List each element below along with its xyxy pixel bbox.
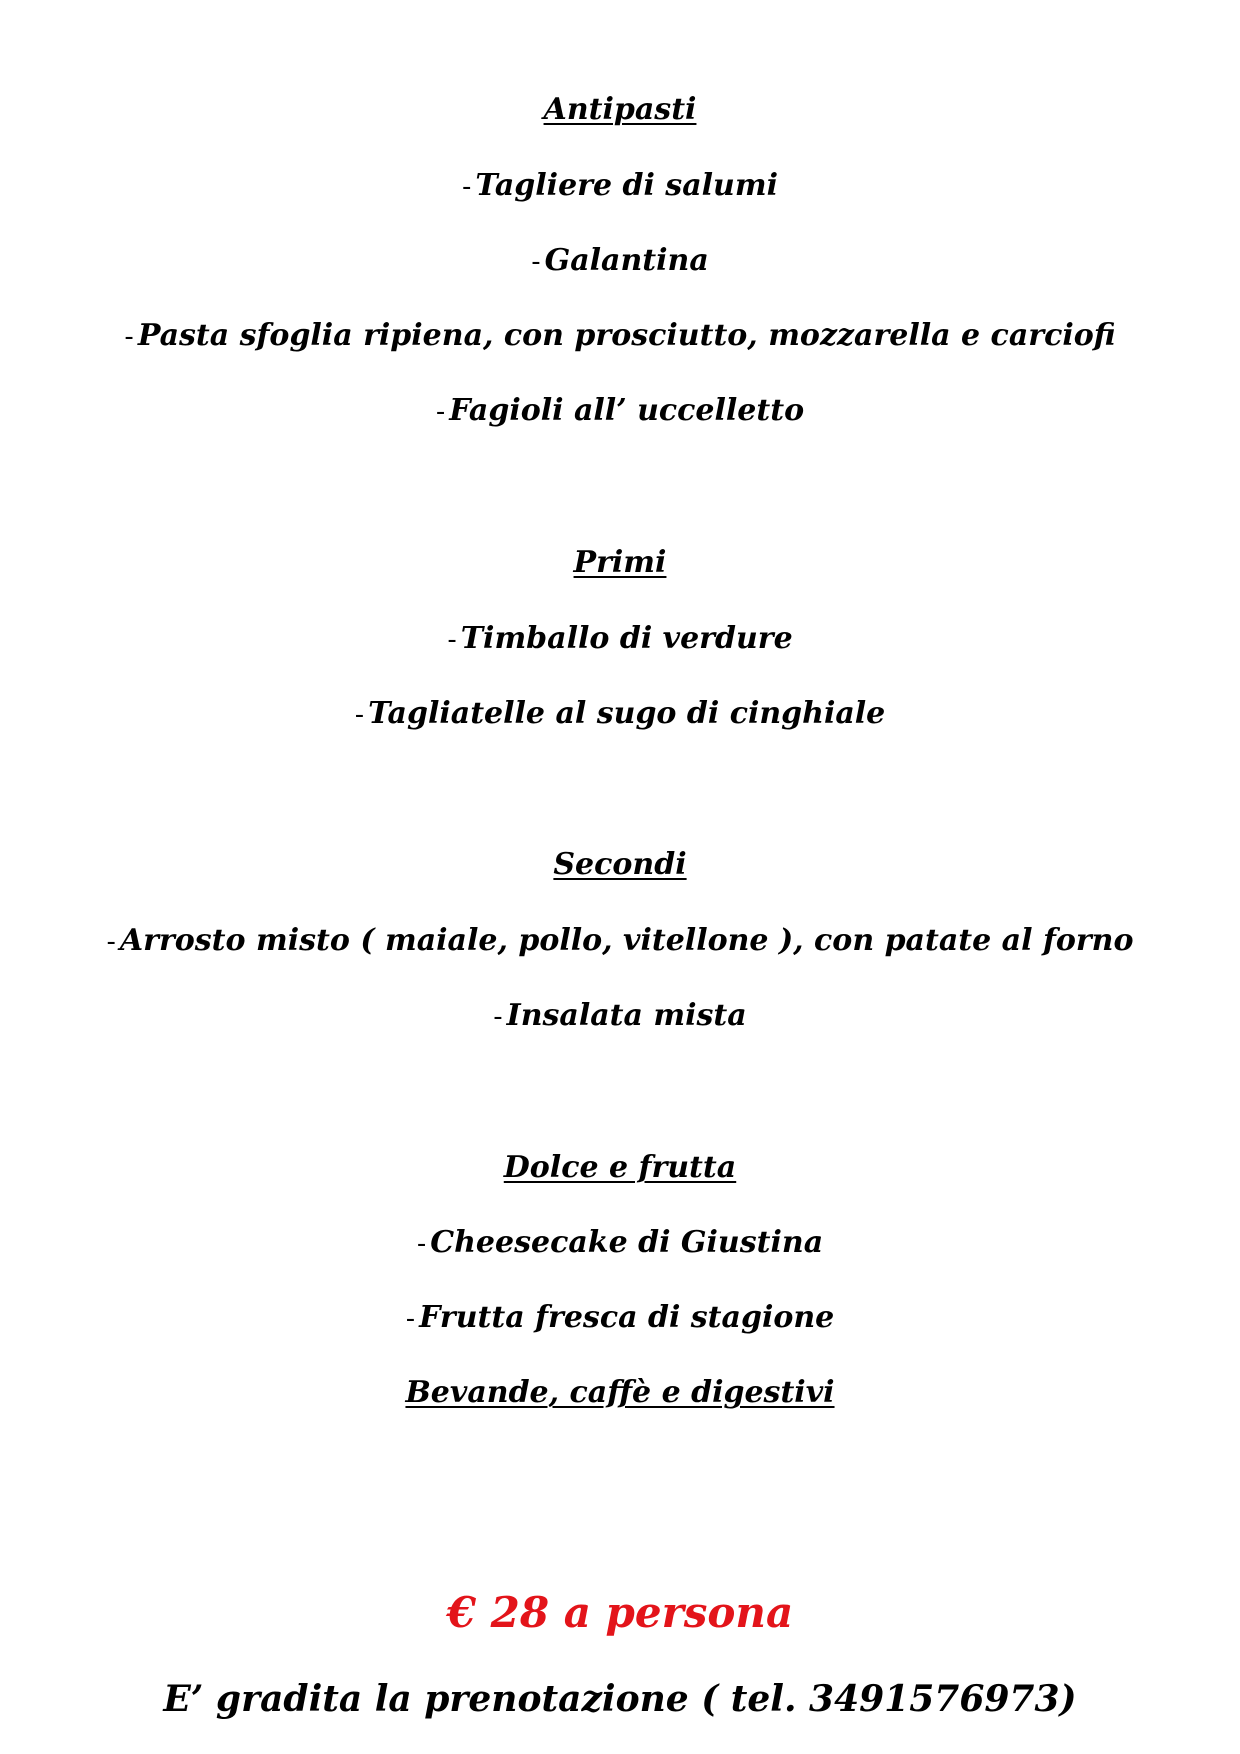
menu-item bbox=[0, 621, 1240, 656]
bullet-dash: - bbox=[124, 322, 134, 352]
menu-item-label: Insalata mista bbox=[506, 998, 747, 1033]
menu-item-label: Arrosto misto ( maiale, pollo, vitellone ), con patate al forno bbox=[119, 923, 1134, 958]
menu-item-label: Cheesecake di Giustina bbox=[430, 1225, 824, 1260]
menu-item bbox=[0, 393, 1240, 428]
menu-item bbox=[0, 1300, 1240, 1335]
menu-item-label: Frutta fresca di stagione bbox=[419, 1300, 835, 1335]
bullet-dash: - bbox=[416, 1229, 427, 1259]
menu-item bbox=[0, 243, 1240, 278]
bullet-dash: - bbox=[354, 700, 365, 730]
section-title-antipasti: Antipasti bbox=[543, 92, 697, 127]
menu-item-label: Galantina bbox=[544, 243, 709, 278]
section-title-primi: Primi bbox=[573, 545, 667, 580]
menu-item-label: Pasta sfoglia ripiena, con prosciutto, mozzarella e carciofi bbox=[137, 318, 1116, 353]
menu-item-label: Tagliatelle al sugo di cinghiale bbox=[368, 696, 886, 731]
menu-item bbox=[0, 1225, 1240, 1260]
bullet-dash: - bbox=[405, 1304, 416, 1334]
bullet-dash: - bbox=[106, 927, 116, 957]
menu-item bbox=[0, 318, 1240, 353]
reservation-note: E’ gradita la prenotazione ( tel. 3491576973) bbox=[163, 1678, 1077, 1720]
bullet-dash: - bbox=[531, 247, 541, 277]
section-title-dolce: Dolce e frutta bbox=[503, 1150, 737, 1185]
menu-item-label: Fagioli all’ uccelletto bbox=[449, 393, 805, 428]
bullet-dash: - bbox=[447, 625, 457, 655]
menu-item bbox=[0, 998, 1240, 1033]
menu-item bbox=[0, 168, 1240, 203]
menu-item-label: Timballo di verdure bbox=[460, 621, 793, 656]
section-title-secondi: Secondi bbox=[553, 847, 687, 882]
menu-item bbox=[0, 923, 1240, 958]
bullet-dash: - bbox=[493, 1002, 503, 1032]
menu-item-label: Tagliere di salumi bbox=[475, 168, 778, 203]
drinks-note: Bevande, caffè e digestivi bbox=[405, 1375, 835, 1410]
bullet-dash: - bbox=[435, 397, 446, 427]
price-per-person: € 28 a persona bbox=[446, 1588, 794, 1637]
menu-item bbox=[0, 696, 1240, 731]
bullet-dash: - bbox=[462, 172, 472, 202]
